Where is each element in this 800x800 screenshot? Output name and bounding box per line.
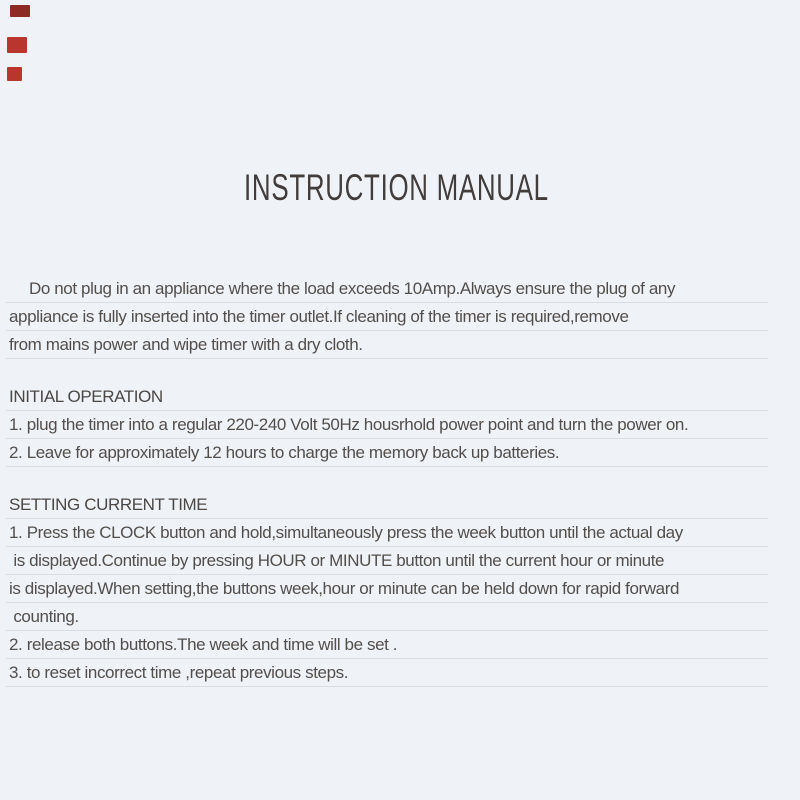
- text-line: 1. plug the timer into a regular 220-240 Volt 50Hz housrhold power point and turn the power on.: [6, 411, 768, 439]
- section-heading-setting-current-time: SETTING CURRENT TIME: [6, 491, 768, 519]
- red-stamp-icon: [7, 37, 27, 53]
- text-line: 1. Press the CLOCK button and hold,simultaneously press the week button until the actual day: [6, 519, 768, 547]
- text-line: appliance is fully inserted into the timer outlet.If cleaning of the timer is required,remove: [6, 303, 768, 331]
- text-line: 3. to reset incorrect time ,repeat previous steps.: [6, 659, 768, 687]
- text-line: 2. release both buttons.The week and time will be set .: [6, 631, 768, 659]
- page-title: INSTRUCTION MANUAL: [244, 167, 549, 208]
- section-setting-current-time: [6, 491, 768, 687]
- page-title-wrap: [0, 167, 800, 209]
- section-initial-operation: [6, 383, 768, 467]
- text-line: is displayed.Continue by pressing HOUR or MINUTE button until the current hour or minute: [6, 547, 768, 575]
- text-line: is displayed.When setting,the buttons week,hour or minute can be held down for rapid forward: [6, 575, 768, 603]
- section-heading-initial-operation: INITIAL OPERATION: [6, 383, 768, 411]
- red-stamp-icon: [10, 5, 30, 17]
- text-line: 2. Leave for approximately 12 hours to charge the memory back up batteries.: [6, 439, 768, 467]
- text-line: from mains power and wipe timer with a dry cloth.: [6, 331, 768, 359]
- text-line: Do not plug in an appliance where the load exceeds 10Amp.Always ensure the plug of any: [6, 275, 768, 303]
- red-stamp-icon: [7, 67, 22, 81]
- text-line: counting.: [6, 603, 768, 631]
- safety-paragraph: [6, 275, 768, 359]
